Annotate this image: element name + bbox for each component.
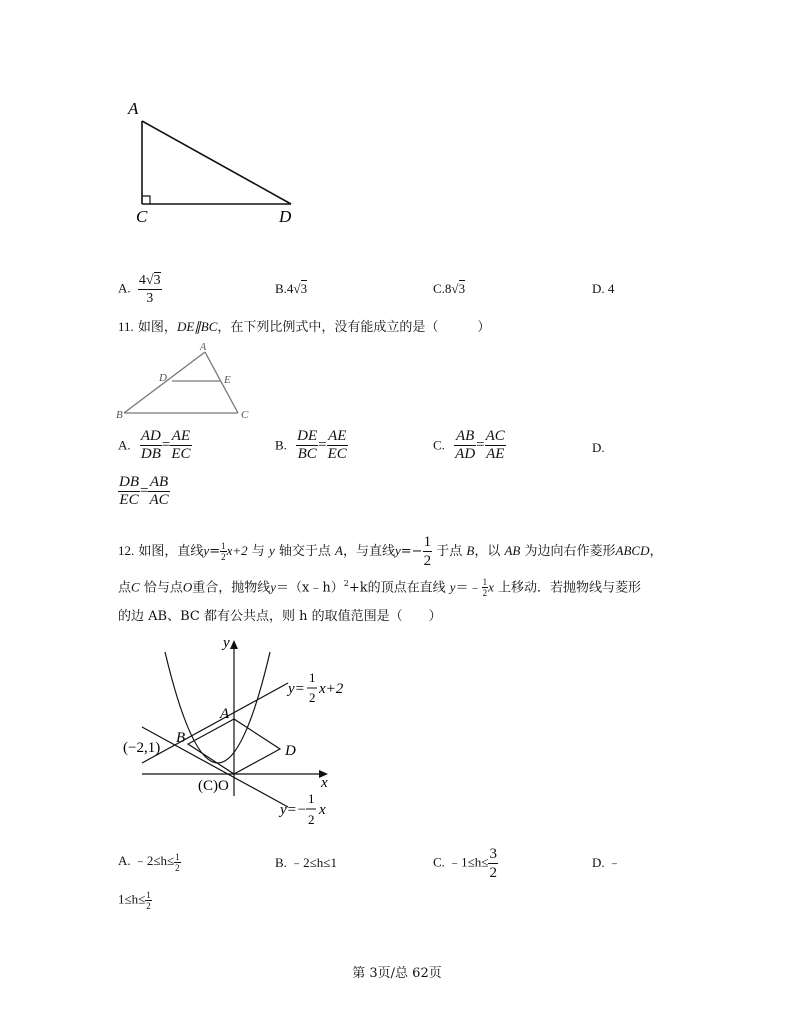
fraction-right: $\frac{AE}{EC}$ <box>327 428 347 462</box>
label-c: C <box>241 409 249 421</box>
option-letter: C. <box>433 281 445 296</box>
option-value: ﹣2≤h≤1 <box>290 855 337 870</box>
label-a: A <box>220 706 230 722</box>
side-ac <box>205 352 238 413</box>
fraction-left: $\frac{AD}{DB}$ <box>140 428 161 462</box>
label-b: B <box>116 409 123 421</box>
q11-option-d-letter[interactable] <box>592 440 605 456</box>
label-b: B <box>176 730 186 746</box>
fraction: $\frac{3}{2}$ <box>489 846 497 881</box>
eq1-den: 2 <box>309 690 316 705</box>
eq2-lhs: y=− <box>280 802 307 818</box>
label-c: C <box>136 207 148 226</box>
coef: 8 <box>444 281 452 296</box>
fraction-left: $\frac{DE}{BC}$ <box>297 428 318 462</box>
q10-option-a[interactable] <box>118 272 162 307</box>
q11-option-c[interactable]: C. $\frac{AB}{AD}$ = $\frac{AC}{AE}$ <box>433 428 505 462</box>
eq2-num: 1 <box>308 791 315 806</box>
y-axis-arrow <box>230 640 238 649</box>
q12-option-b[interactable] <box>275 852 337 871</box>
eq2-den: 2 <box>308 812 315 827</box>
q10-option-d[interactable] <box>592 281 614 297</box>
eq1-num: 1 <box>309 670 316 685</box>
point-label: (−2,1) <box>123 740 161 756</box>
page-footer: 第 3页/总 62页 <box>352 966 442 981</box>
label-a: A <box>128 99 139 118</box>
eq1-rhs: x+2 <box>319 681 344 697</box>
q10-option-b[interactable]: B.4√3 <box>275 281 308 296</box>
q12-stem-line3: 的边 AB、BC 都有公共点，则 h 的取值范围是（ ） <box>118 609 442 624</box>
q12-option-d-cont[interactable] <box>118 890 152 911</box>
q12-stem-line1: 12. 如图，直线y= $\frac{1}{2}$ x+2 与 y 轴交于点 A，与直线y=− $\frac{1}{2}$ 于点 B，以 AB 为边向右作菱形ABCD， <box>118 534 663 569</box>
option-letter: D. <box>592 440 605 455</box>
line-y-neg-half-x <box>142 727 288 807</box>
option-letter: B. <box>275 437 287 453</box>
option-value: 4 <box>607 281 615 296</box>
option-value: ﹣2≤h≤ <box>133 853 175 868</box>
q11-stem: 11. 如图，DE∥BC，在下列比例式中，没有能成立的是（ ） <box>118 319 491 335</box>
side-ad <box>142 121 291 204</box>
option-letter: B. <box>275 281 287 296</box>
label-e: E <box>224 374 231 386</box>
right-angle-mark <box>142 196 150 204</box>
parabola <box>165 652 270 763</box>
q11-option-d-value[interactable]: $\frac{DB}{EC}$ = $\frac{AB}{AC}$ <box>119 474 169 508</box>
label-d: D <box>285 743 296 759</box>
option-letter: C. <box>433 437 445 453</box>
option-letter: A. <box>118 280 131 296</box>
fraction: $\frac{4√3}{3}$ <box>138 273 161 306</box>
y-axis-label: y <box>223 635 230 651</box>
fraction-left: $\frac{AB}{AD}$ <box>455 428 476 462</box>
eq1-lhs: y= <box>288 681 305 697</box>
radicand: 3 <box>458 281 466 296</box>
label-a: A <box>200 342 207 353</box>
x-axis-label: x <box>321 775 328 791</box>
fraction-right: $\frac{AB}{AC}$ <box>149 474 169 508</box>
q10-option-c[interactable]: C.8√3 <box>433 281 466 296</box>
parabola-rhombus-figure <box>110 632 360 832</box>
q11-option-b[interactable]: B. $\frac{DE}{BC}$ = $\frac{AE}{EC}$ <box>275 428 347 462</box>
label-d: D <box>279 207 292 226</box>
line-y-half-x-plus-2 <box>142 683 288 763</box>
option-value: ﹣ <box>607 855 621 870</box>
q11-option-a[interactable]: A. $\frac{AD}{DB}$ = $\frac{AE}{EC}$ <box>118 428 191 462</box>
eq2-rhs: x <box>319 802 326 818</box>
q12-option-a[interactable] <box>118 850 181 873</box>
fraction-right: $\frac{AE}{EC}$ <box>171 428 191 462</box>
origin-label: (C)O <box>198 778 229 794</box>
option-letter: C. <box>433 854 445 870</box>
fraction: $\frac{1}{2}$ <box>146 890 151 911</box>
triangle-abc-figure <box>112 340 257 422</box>
q12-stem-line2: 点C 恰与点O重合，抛物线y＝（x﹣h）$^2$+k的顶点在直线 y＝﹣ $\frac{1}{2}$ x 上移动．若抛物线与菱形 <box>118 577 641 599</box>
option-letter: B. <box>275 855 287 870</box>
option-value: 1≤h≤ <box>118 891 146 907</box>
fraction-right: $\frac{AC}{AE}$ <box>485 428 505 462</box>
option-letter: A. <box>118 437 131 453</box>
option-letter: D. <box>592 281 605 296</box>
q12-option-c[interactable] <box>433 845 498 882</box>
radicand: 3 <box>300 281 308 296</box>
q12-option-d[interactable] <box>592 852 621 871</box>
option-letter: A. <box>118 853 131 868</box>
option-letter: D. <box>592 855 605 870</box>
option-value: ﹣1≤h≤ <box>448 854 489 870</box>
coef: 4 <box>286 281 294 296</box>
fraction: $\frac{1}{2}$ <box>175 851 180 873</box>
label-d: D <box>159 372 167 384</box>
triangle-acd-figure <box>110 95 310 230</box>
fraction-left: $\frac{DB}{EC}$ <box>119 474 139 508</box>
